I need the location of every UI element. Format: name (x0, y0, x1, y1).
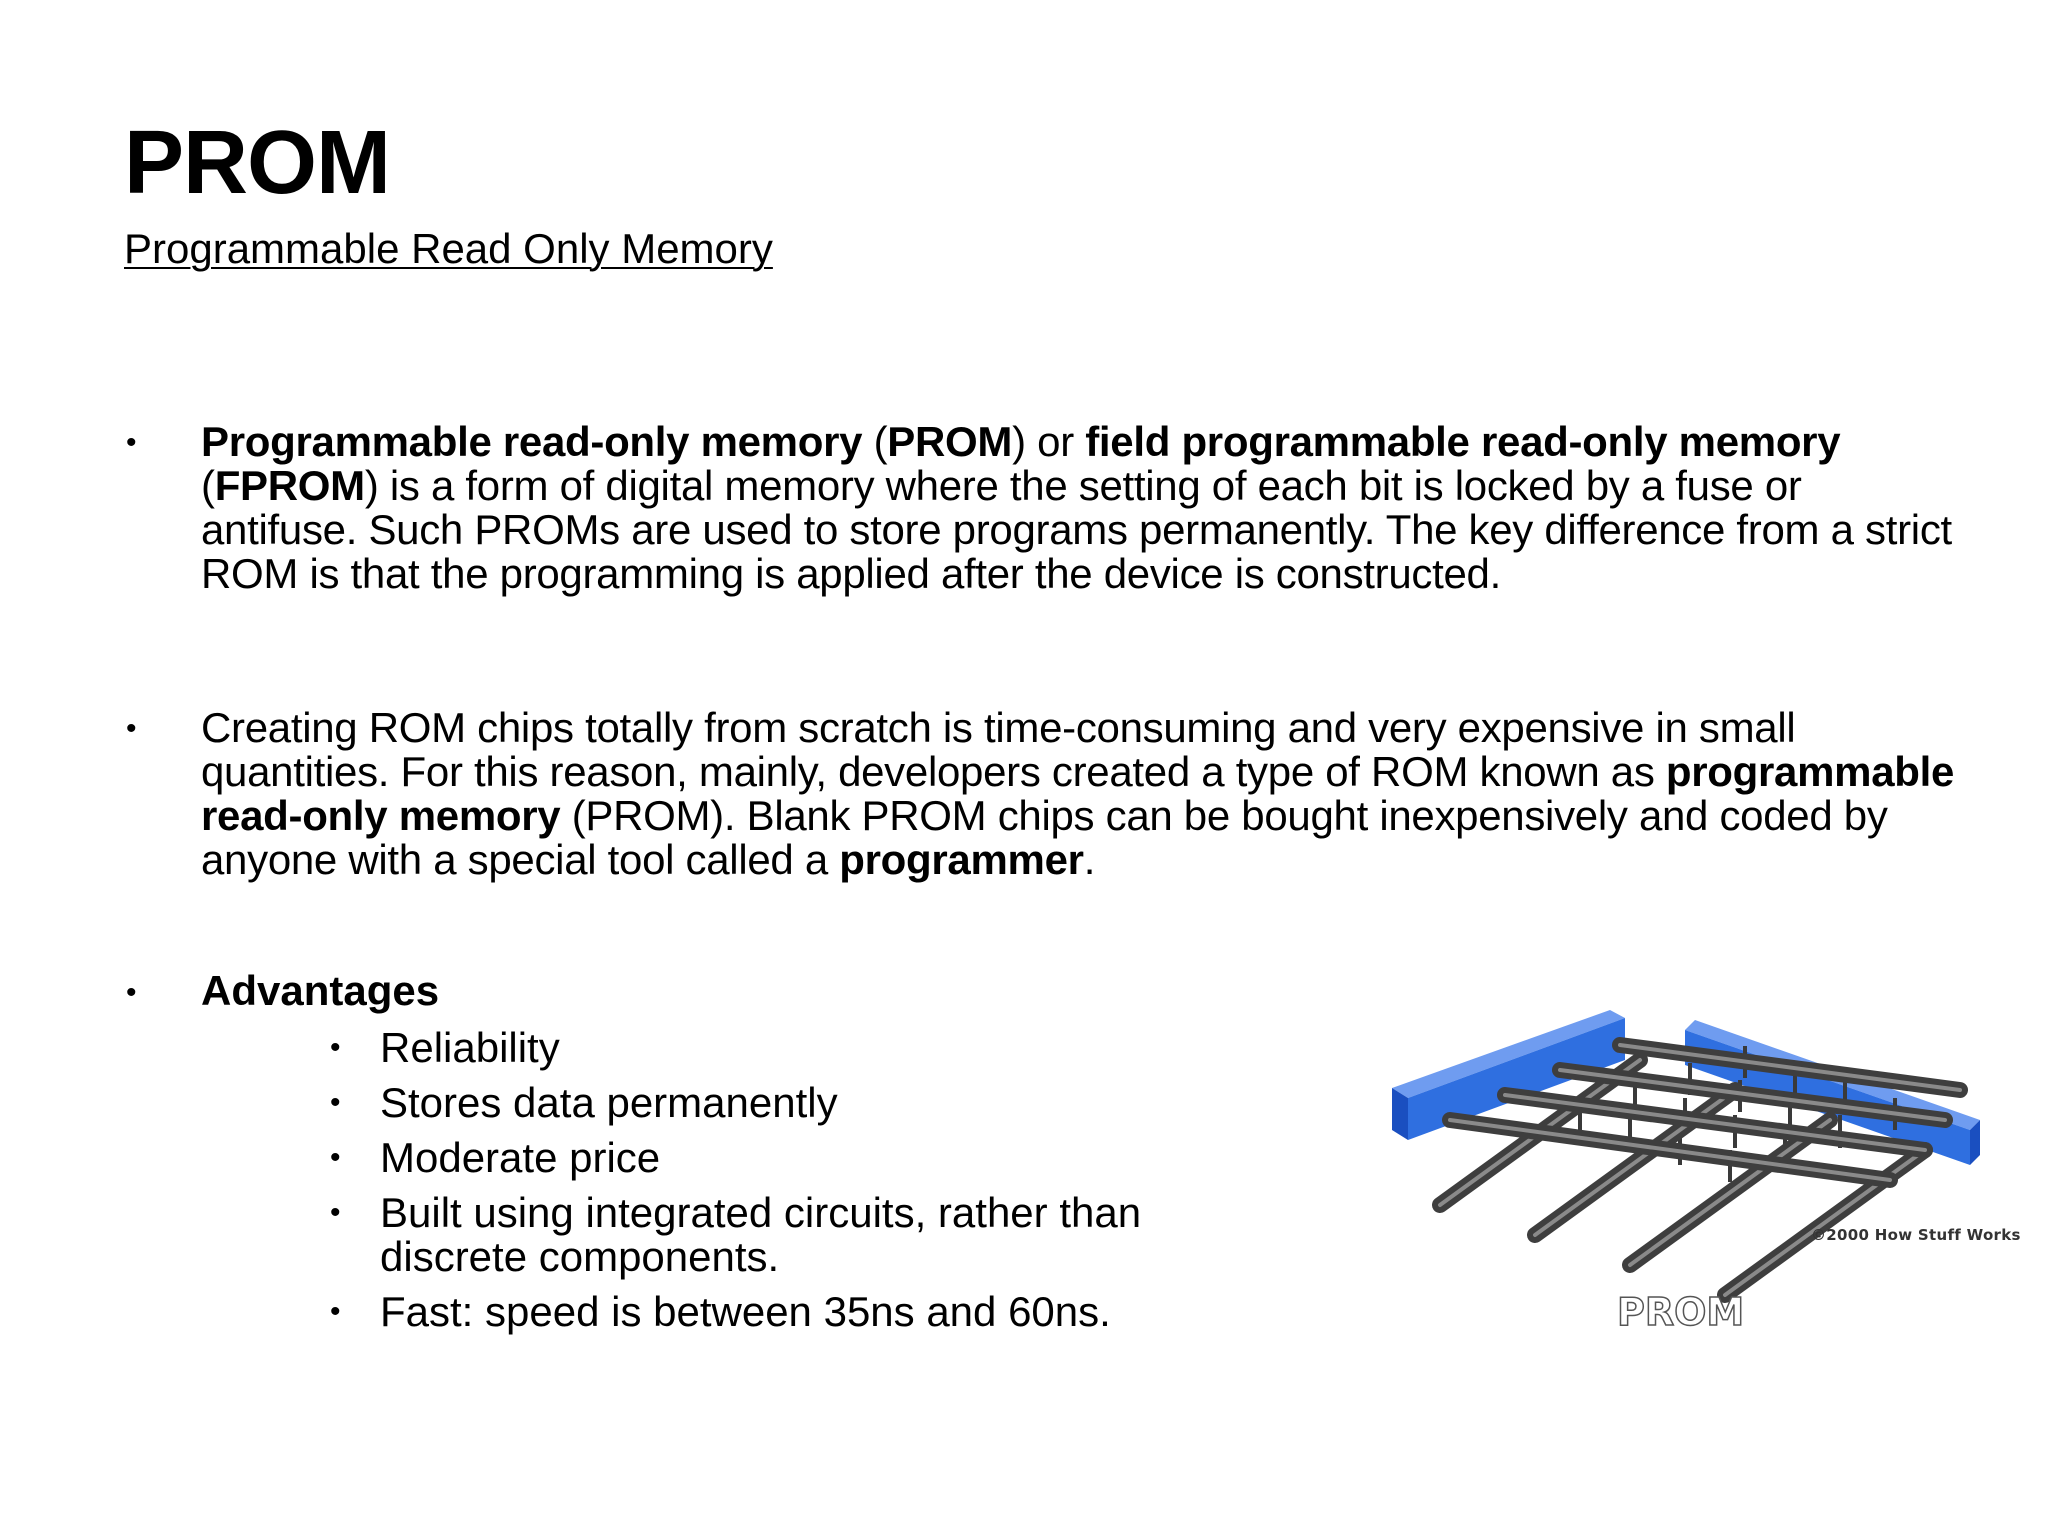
slide-subtitle: Programmable Read Only Memory (124, 225, 773, 272)
list-item-text: Stores data permanently (380, 1079, 838, 1126)
advantages-heading: Advantages (201, 967, 440, 1014)
text-segment: programmable read-only memory (201, 748, 1955, 839)
advantages-list (328, 1026, 1228, 1345)
text-segment: ) or (1012, 418, 1086, 465)
figure-label: PROM (1617, 1290, 1745, 1334)
slide-title: PROM (124, 113, 390, 213)
bullet-marker: • (126, 426, 137, 459)
bullet-marker: • (126, 976, 137, 1009)
sub-bullet-marker: • (330, 1086, 341, 1119)
figure-copyright: ©2000 How Stuff Works (1811, 1226, 2021, 1244)
sub-bullet-marker: • (330, 1141, 341, 1174)
list-item-text: Fast: speed is between 35ns and 60ns. (380, 1288, 1111, 1335)
list-item (328, 1081, 1228, 1125)
text-segment: (PROM). Blank PROM chips can be bought inexpensively and coded by anyone with a special tool called a (201, 792, 1888, 883)
list-item (328, 1191, 1228, 1279)
list-item (328, 1290, 1228, 1334)
text-segment: PROM (887, 418, 1013, 465)
sub-bullet-marker: • (330, 1196, 341, 1229)
list-item (328, 1026, 1228, 1070)
list-item-text: Built using integrated circuits, rather than discrete components. (380, 1189, 1142, 1280)
list-item (328, 1136, 1228, 1180)
bullet-paragraph-history (201, 706, 1961, 882)
text-segment: Programmable read-only memory (201, 418, 863, 465)
text-segment: . (1083, 836, 1096, 883)
list-item-text: Moderate price (380, 1134, 661, 1181)
text-segment: Creating ROM chips totally from scratch is time-consuming and very expensive in small quantities. For this reason, mainly, developers created a type of ROM known as (201, 704, 1796, 795)
text-segment: ) is a form of digital memory where the setting of each bit is locked by a fuse or antifuse. Such PROMs are used to store programs permanently. The key difference from a strict ROM is that the programming is applied after the device is constructed. (201, 462, 1952, 597)
text-segment: FPROM (214, 462, 365, 509)
text-segment: field programmable read-only memory (1085, 418, 1841, 465)
list-item-text: Reliability (380, 1024, 560, 1071)
sub-bullet-marker: • (330, 1031, 341, 1064)
text-segment: ( (201, 462, 215, 509)
text-segment: programmer (839, 836, 1084, 883)
bullet-marker: • (126, 712, 137, 745)
sub-bullet-marker: • (330, 1295, 341, 1328)
text-segment: ( (862, 418, 888, 465)
bullet-paragraph-definition (201, 420, 1961, 596)
